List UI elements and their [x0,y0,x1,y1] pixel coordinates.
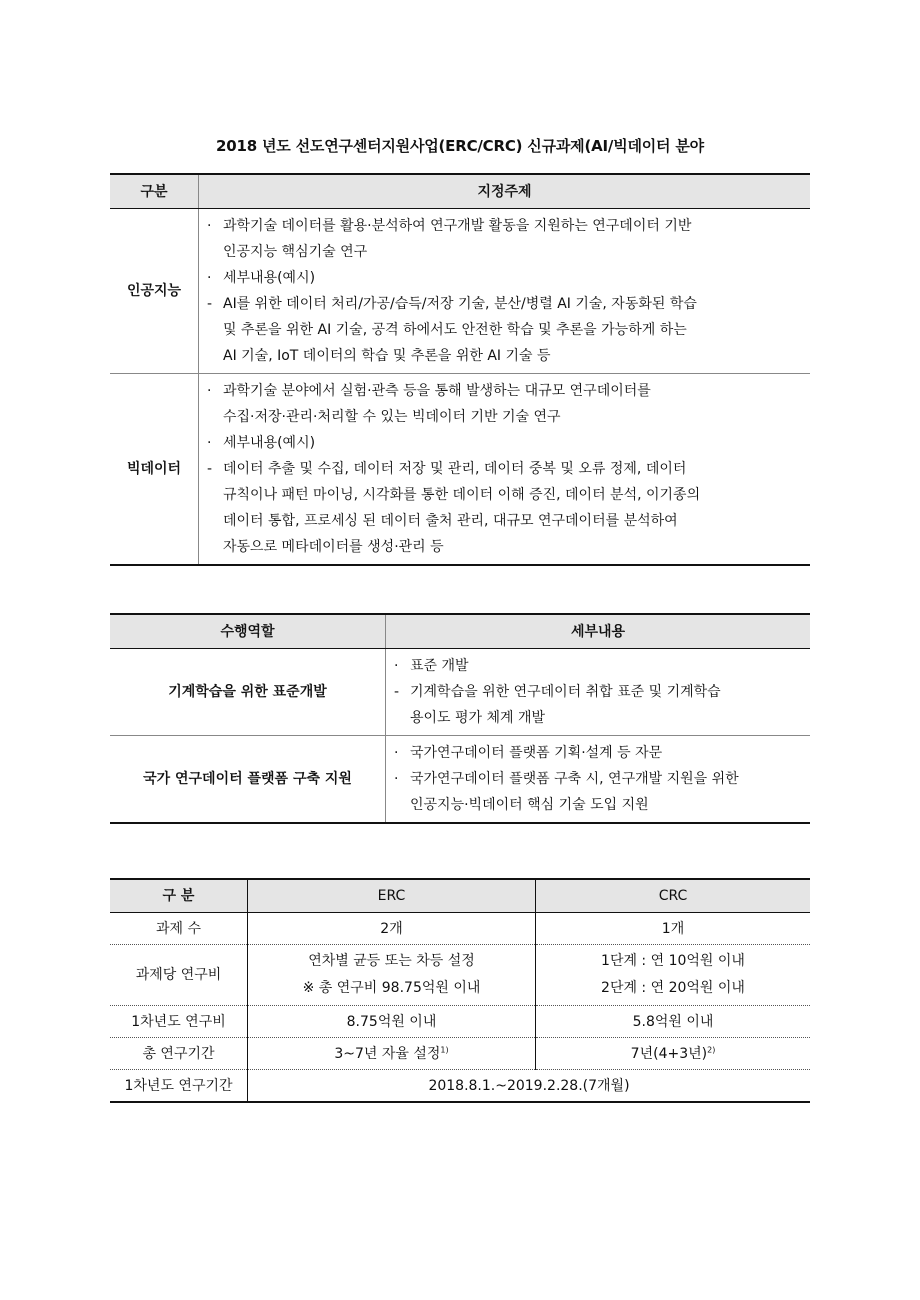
list-item [207,430,802,456]
crc-line: 1단계 : 연 10억원 이내 [601,953,745,969]
crc-value [536,945,811,1006]
list-text-continued: 규칙이나 패턴 마이닝, 시각화를 통한 데이터 이해 증진, 데이터 분석, 이기종의 [223,487,701,503]
budget-table [110,878,810,1103]
table-row [110,649,810,736]
list-text-continued: AI 기술, IoT 데이터의 학습 및 추론을 위한 AI 기술 등 [223,348,551,364]
bullet-marker: · [394,745,399,761]
dash-marker: - [207,461,213,477]
list-item [207,213,802,239]
crc-value [536,1038,811,1070]
list-item [394,766,802,792]
header-crc: CRC [536,879,811,913]
row-category-ai: 인공지능 [110,209,199,374]
list-text: 기계학습을 위한 연구데이터 취합 표준 및 기계학습 [410,684,721,700]
table-row [110,1070,810,1103]
row-content-ai [199,209,811,374]
list-item [394,740,802,766]
footnote-ref: 2) [707,1044,716,1054]
role-platform-support: 국가 연구데이터 플랫폼 구축 지원 [110,736,386,824]
list-text: 세부내용(예시) [223,435,316,451]
table-row [110,209,810,374]
list-text: 과학기술 분야에서 실험·관측 등을 통해 발생하는 대규모 연구데이터를 [223,383,651,399]
row-content-bigdata [199,374,811,566]
table-row [110,945,810,1006]
list-text: 국가연구데이터 플랫폼 기획·설계 등 자문 [410,745,663,761]
crc-value: 1개 [661,920,685,937]
footnote-ref: 1) [440,1044,449,1054]
crc-value: 5.8억원 이내 [536,1006,811,1038]
bullet-marker: · [394,771,399,787]
bullet-marker: · [207,270,212,286]
roles-table-header [110,614,810,649]
list-text: 과학기술 데이터를 활용·분석하여 연구개발 활동을 지원하는 연구데이터 기반 [223,218,692,234]
table-row [110,736,810,824]
table-row [110,1006,810,1038]
row-label: 과제 수 [110,913,248,945]
list-text-continued: 인공지능 핵심기술 연구 [223,244,368,260]
roles-table [110,613,810,824]
list-item [207,265,802,291]
bullet-marker: · [207,383,212,399]
row-label: 1차년도 연구비 [110,1006,248,1038]
header-erc: ERC [248,879,536,913]
list-item [207,378,802,404]
list-item [394,653,802,679]
header-details: 세부내용 [386,614,811,649]
list-text-continued: 자동으로 메타데이터를 생성·관리 등 [223,539,444,555]
role-details [386,649,811,736]
topics-table-header [110,174,810,209]
table-row [110,1038,810,1070]
dash-marker: - [207,296,213,312]
bullet-marker: · [207,435,212,451]
header-topic: 지정주제 [199,174,811,209]
list-text: AI를 위한 데이터 처리/가공/습득/저장 기술, 분산/병렬 AI 기술, 자동화된 학습 [223,296,697,312]
list-text: 데이터 추출 및 수집, 데이터 저장 및 관리, 데이터 중복 및 오류 정제, 데이터 [223,461,687,477]
bullet-marker: · [207,218,212,234]
merged-value: 2018.8.1.~2019.2.28.(7개월) [248,1070,811,1103]
row-label: 총 연구기간 [110,1038,248,1070]
header-division: 구 분 [110,879,248,913]
list-text-continued: 데이터 통합, 프로세싱 된 데이터 출처 관리, 대규모 연구데이터를 분석하여 [223,513,678,529]
list-text-continued: 용이도 평가 체계 개발 [410,710,546,726]
list-text-continued: 수집·저장·관리·처리할 수 있는 빅데이터 기반 기술 연구 [223,409,561,425]
list-text-continued: 인공지능·빅데이터 핵심 기술 도입 지원 [410,797,649,813]
list-item [207,456,802,482]
erc-line: 연차별 균등 또는 차등 설정 [308,953,475,969]
document-title: 2018 년도 선도연구센터지원사업(ERC/CRC) 신규과제(AI/빅데이터 분야 [216,137,704,155]
table-row [110,913,810,945]
header-role: 수행역할 [110,614,386,649]
erc-line: ※ 총 연구비 98.75억원 이내 [302,980,481,996]
erc-value [248,945,536,1006]
row-label: 과제당 연구비 [110,945,248,1006]
crc-text: 7년(4+3년) [630,1045,708,1062]
crc-line: 2단계 : 연 20억원 이내 [601,980,745,996]
role-details [386,736,811,824]
budget-table-header [110,879,810,913]
dash-marker: - [394,684,400,700]
list-text: 세부내용(예시) [223,270,316,286]
erc-value: 8.75억원 이내 [248,1006,536,1038]
header-category: 구분 [110,174,199,209]
table-row [110,374,810,566]
erc-value: 2개 [248,913,536,945]
erc-value [248,1038,536,1070]
list-text: 표준 개발 [410,658,469,674]
list-text-continued: 및 추론을 위한 AI 기술, 공격 하에서도 안전한 학습 및 추론을 가능하게 하는 [223,322,687,338]
bullet-marker: · [394,658,399,674]
list-item [394,679,802,705]
role-standard-dev: 기계학습을 위한 표준개발 [110,649,386,736]
row-category-bigdata: 빅데이터 [110,374,199,566]
list-text: 국가연구데이터 플랫폼 구축 시, 연구개발 지원을 위한 [410,771,739,787]
row-label: 1차년도 연구기간 [110,1070,248,1103]
topics-table [110,173,810,566]
list-item [207,291,802,317]
erc-text: 3~7년 자율 설정 [334,1045,441,1062]
